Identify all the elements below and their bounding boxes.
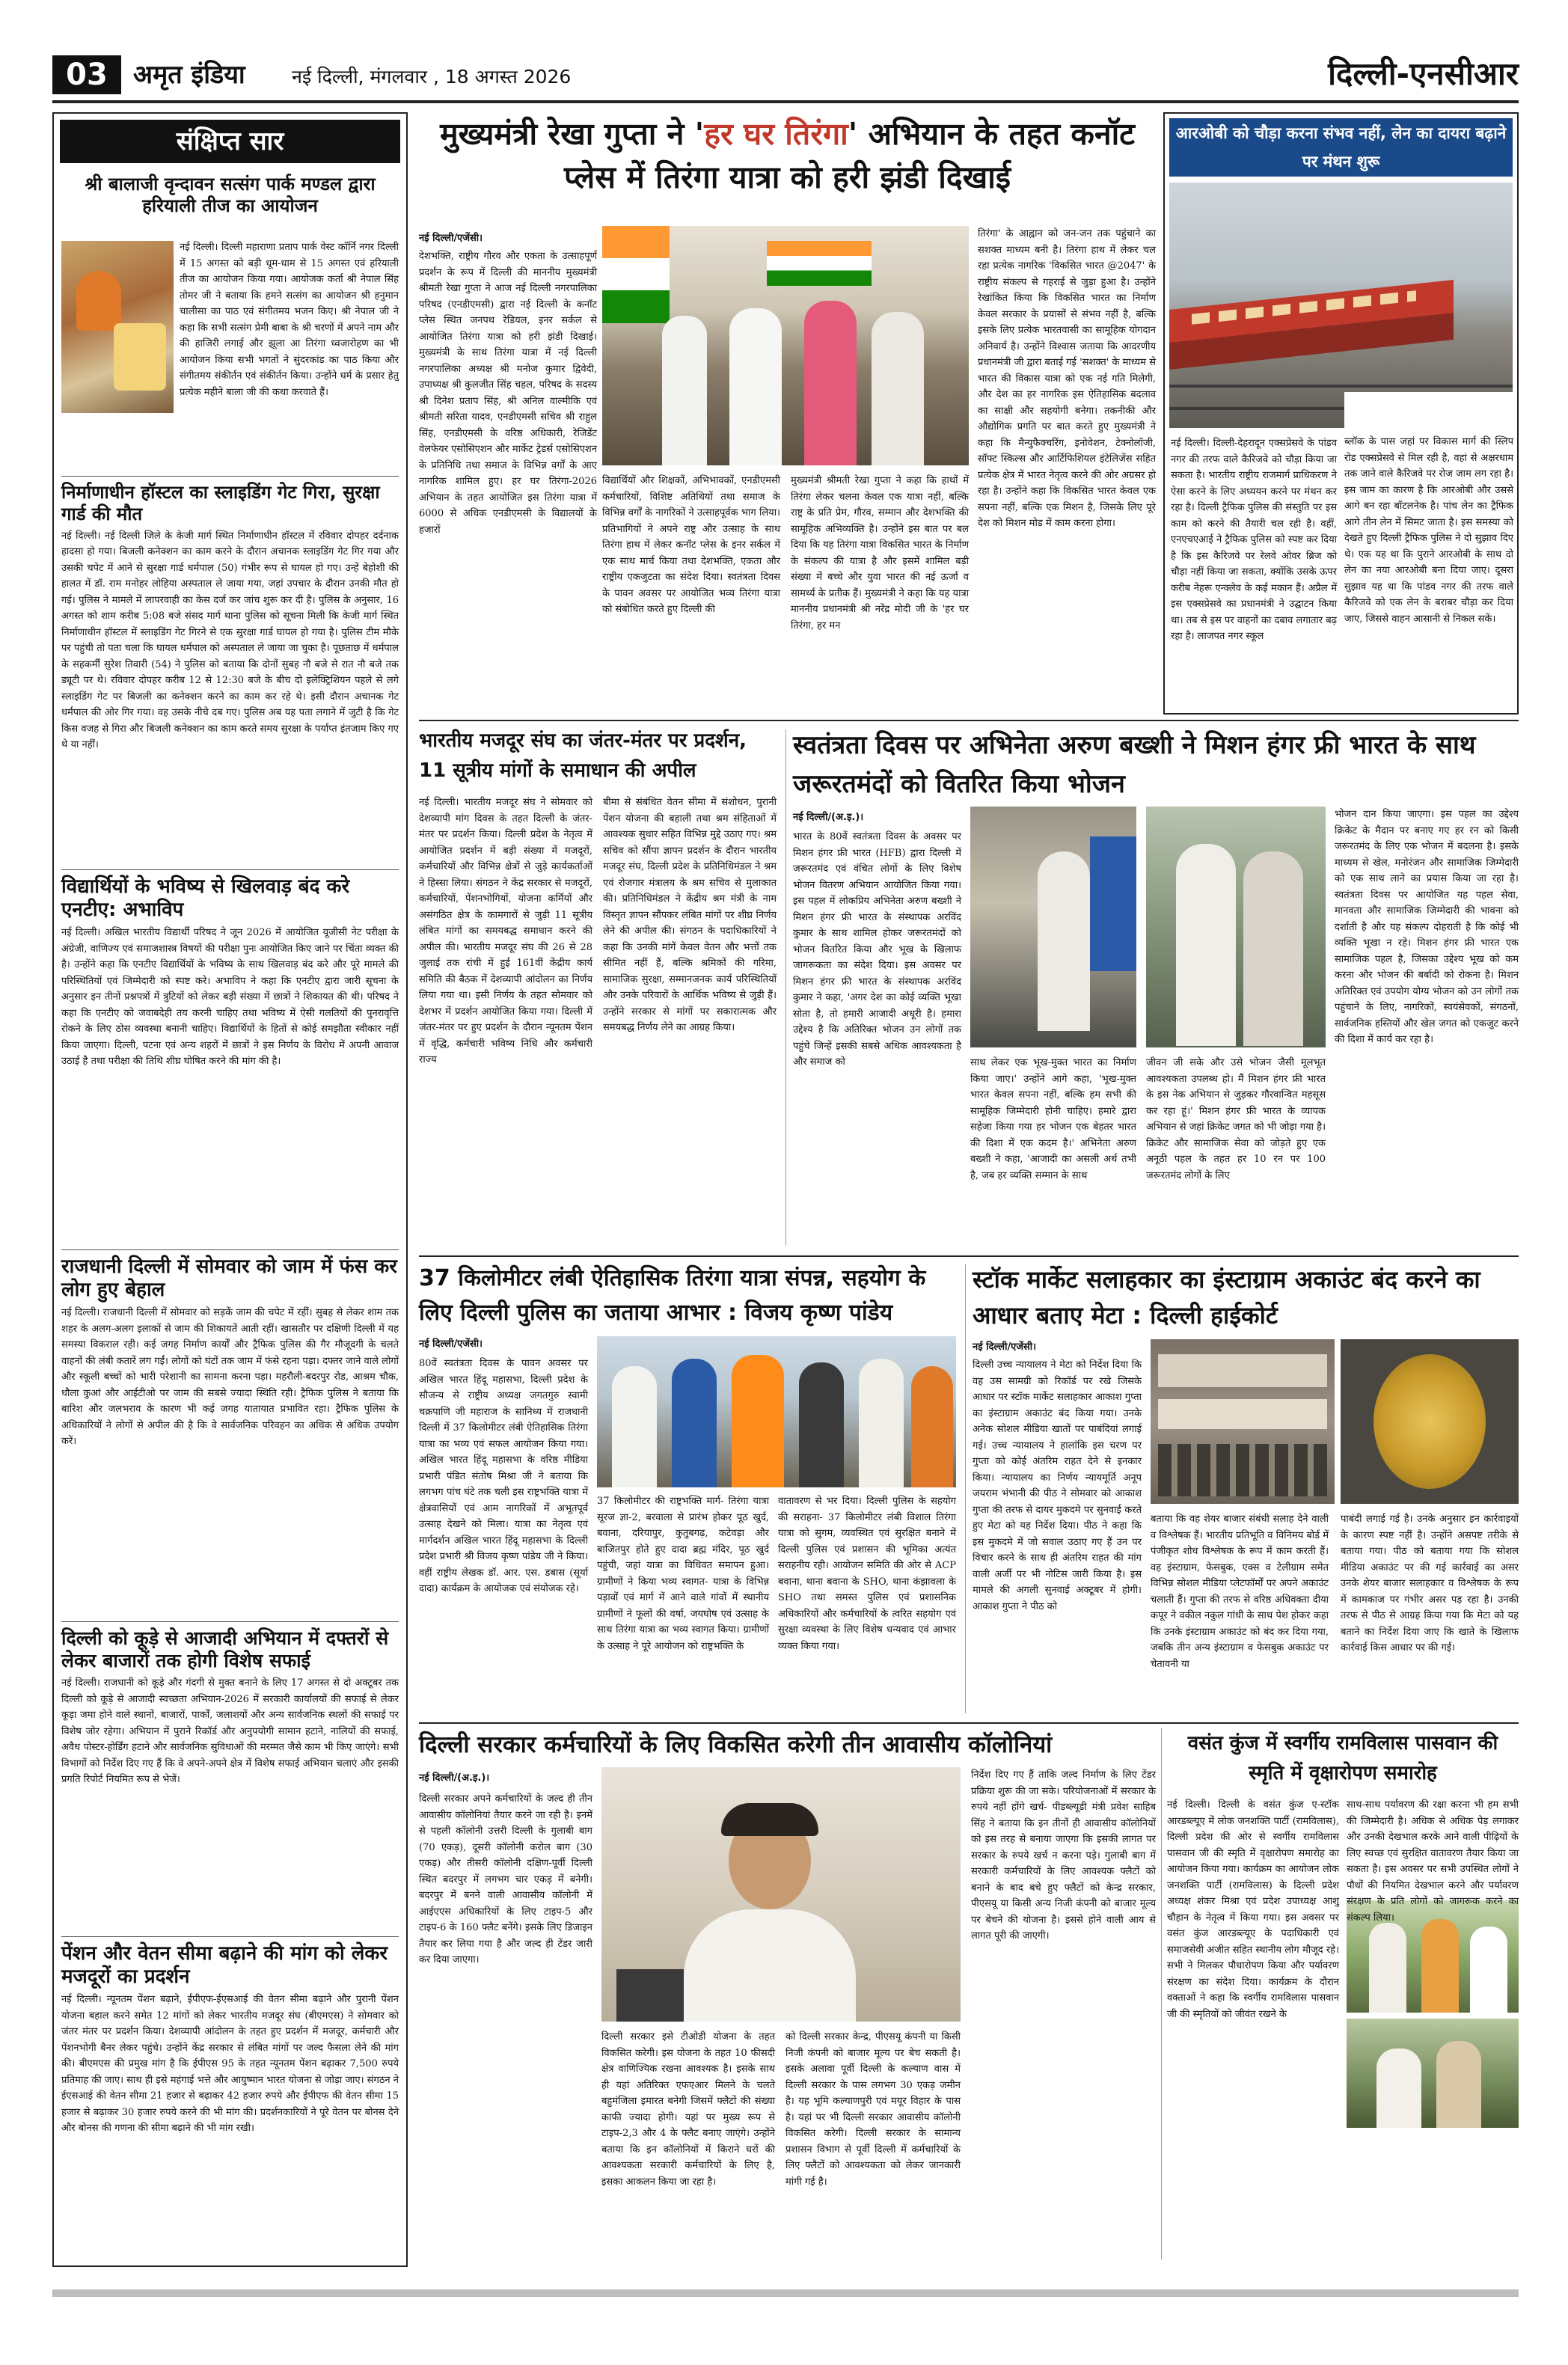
meta-dateline: नई दिल्ली/एजेंसी। <box>973 1341 1037 1353</box>
brief-text: नई दिल्ली। अखिल भारतीय विद्यार्थी परिषद ने जून 2026 में आयोजित यूजीसी नेट परीक्षा के अंग्रेजी, वाणिज्य एवं समाजशास्त्र विषयों की परीक्षा पुनः आयोजित किए जाने पर चिंता व्यक्त की है। उन्होंने कहा कि एनटीए विद्यार्थियों के भविष्य के साथ खिलवाड़ बंद करे और पूरे मामले की परिस्थितियों एवं जिम्मेदारी को स्पष्ट करे। अभाविप ने कहा कि एनटीए द्वारा जारी सूचना के अनुसार इन तीनों प्रश्नपत्रों में त्रुटियों को लेकर बड़ी संख्या में छात्रों ने शिकायत की थी। परिषद ने कहा कि एनटीए को जवाबदेही तय करनी चाहिए तथा भविष्य में ऐसी गलतियों की पुनरावृत्ति रोकने के लिए ठोस व्यवस्था बनानी चाहिए। विद्यार्थियों के हितों से कोई समझौता स्वीकार नहीं किया जाएगा। दिल्ली, पटना एवं अन्य शहरों में छात्रों ने इस निर्णय के विरोध में अपनी आवाज उठाई है तथा परीक्षा की तिथि शीघ्र घोषित करने की मांग की है। <box>61 927 399 1068</box>
bakshi-dateline: नई दिल्ली/(अ.इ.)। <box>793 812 864 823</box>
column-rule <box>1161 1728 1162 2260</box>
colonies-col: को दिल्ली सरकार केन्द्र, पीएसयू कंपनी या किसी निजी कंपनी को बाजार मूल्य पर बेच सकती है। इसके अलावा पूर्वी दिल्ली के कल्याण वास में दिल्ली सरकार के पास लगभग 30 एकड़ जमीन है। यह भूमि कल्याणपुरी एवं मयूर विहार के पास है। यहां पर भी दिल्ली सरकार आवासीय कॉलोनी विकसित करेगी। दिल्ली सरकार के सामान्य प्रशासन विभाग से पूर्वी दिल्ली में कर्मचारियों के लिए फ्लैटों को आवश्यकता को लेकर जानकारी मांगी गई है। <box>785 2031 961 2188</box>
brief-text: नई दिल्ली। नई दिल्ली जिले के केजी मार्ग स्थित निर्माणाधीन हॉस्टल में रविवार दोपहर दर्दनाक हादसा हो गया। बिजली कनेक्शन का काम करने के दौरान अचानक स्लाइडिंग गेट गिर गया और उसकी चपेट में आने से सुरक्षा गार्ड धर्मपाल (50) गंभीर रूप से घायल हो गए। उन्हें बेहोशी की हालत में डॉ. राम मनोहर लोहिया अस्पताल ले जाया गया, जहां उपचार के दौरान उनकी मौत हो गई। पुलिस ने मामले में लापरवाही का केस दर्ज कर जांच शुरू कर दी है। पुलिस के अनुसार, 16 अगस्त को शाम करीब 5:08 बजे संसद मार्ग थाना पुलिस को सूचना मिली कि केजी मार्ग स्थित निर्माणाधीन हॉस्टल में स्लाइडिंग गेट गिरने से एक सुरक्षा गार्ड घायल हो गया है। पुलिस टीम मौके पर पहुंची तो पता चला कि घायल धर्मपाल को अस्पताल ले जाया जा चुका है। पूछताछ में धर्मपाल के सहकर्मी सुरेश तिवारी (54) ने पुलिस को बताया कि दोनों सुबह नौ बजे से रात नौ बजे तक ड्यूटी पर थे। रविवार दोपहर करीब 12 से 12:30 बजे के बीच दो इलेक्ट्रिशियन पहले से लगे स्लाइडिंग गेट पर बिजली का कनेक्शन करने का काम कर रहे थे। इसी दौरान अचानक गेट धर्मपाल की ओर गिर गया। वह उसके नीचे दब गए। पुलिस अब यह पता लगाने में जुटी है कि गेट किस वजह से गिरा और बिजली कनेक्शन का काम करते समय सुरक्षा के पर्याप्त इंतजाम किए गए थे या नहीं। <box>61 530 399 751</box>
brief-item <box>61 1255 399 1604</box>
paper-name: अमृत इंडिया <box>133 60 245 90</box>
divider <box>419 720 1519 721</box>
bakshi-col: जीवन जी सके और उसे भोजन जैसी मूलभूत आवश्यकता उपलब्ध हो। मैं मिशन हंगर फ्री भारत के इस नेक अभियान से जुड़कर गौरवान्वित महसूस कर रहा हूं।' मिशन हंगर फ्री भारत के व्यापक अभियान से जहां क्रिकेट जगत को भी जोड़ा गया है। क्रिकेट और सामाजिक सेवा को जोड़ते हुए एक अनूठी पहल के तहत हर 10 रन पर 100 जरूरतमंद लोगों के लिए <box>1146 1057 1326 1181</box>
column-rule <box>965 1264 966 1713</box>
lead-dateline: नई दिल्ली/एजेंसी। <box>419 233 483 244</box>
yatra-col: 80वें स्वतंत्रता दिवस के पावन अवसर पर अखिल भारत हिंदू महासभा, दिल्ली प्रदेश के सौजन्य से राष्ट्रीय अध्यक्ष जगतगुरु स्वामी चक्रपाणि जी महाराज के सानिध्य में राजधानी दिल्ली में 37 किलोमीटर लंबी ऐतिहासिक तिरंगा यात्रा का भव्य एवं सफल आयोजन किया गया। अखिल भारत हिंदू महासभा के वरिष्ठ मीडिया प्रभारी पंडित संतोष मिश्रा जी ने बताया कि लगभग पांच घंटे तक चली इस राष्ट्रभक्ति यात्रा में क्षेत्रवासियों एवं आम नागरिकों में अभूतपूर्व उत्साह देखने को मिला। यात्रा का नेतृत्व एवं मार्गदर्शन अखिल भारत हिंदू महासभा के दिल्ली प्रदेश प्रभारी श्री विजय कृष्ण पांडेय जी ने किया। वहीं राष्ट्रीय लेखक डॉ. आर. एस. डबास (सूर्या दादा) कार्यक्रम के आयोजक एवं संयोजक रहे। <box>419 1358 588 1594</box>
train-photo <box>1169 183 1513 428</box>
brief-column <box>52 112 408 2267</box>
meta-story <box>973 1261 1519 1718</box>
yatra-photo <box>597 1336 956 1487</box>
brief-item <box>61 1627 399 1922</box>
brief-text: नई दिल्ली। राजधानी दिल्ली में सोमवार को सड़कें जाम की चपेट में रहीं। सुबह से लेकर शाम तक शहर के अलग-अलग इलाकों से जाम की शिकायतें आती रहीं। खासतौर पर दक्षिणी दिल्ली में यह समस्या विकराल रही। कई जगह निर्माण कार्यों और ट्रैफिक पुलिस की गैर मौजूदगी के चलते वाहनों की लंबी कतारें लग गईं। लोगों को घंटों तक जाम में फंसे रहना पड़ा। दफ्तर जाने वाले लोगों और स्कूली बच्चों को भारी परेशानी का सामना करना पड़ा। महरौली-बदरपुर रोड, आश्रम चौक, धौला कुआं और आईटीओ पर जाम की सबसे ज्यादा स्थिति रही। ट्रैफिक पुलिस ने बताया कि बारिश और जलभराव के कारण भी कई जगह यातायात प्रभावित रहा। ट्रैफिक पुलिस के अधिकारियों ने लोगों से अपील की है कि वे सार्वजनिक परिवहन का अधिक से अधिक उपयोग करें। <box>61 1307 399 1448</box>
colonies-col: निर्देश दिए गए हैं ताकि जल्द निर्माण के लिए टेंडर प्रक्रिया शुरू की जा सके। परियोजनाओं में सरकार के रुपये नहीं होंगे खर्च- पीडब्ल्यूडी मंत्री प्रवेश साहिब सिंह ने बताया कि इन तीनों ही आवासीय कॉलोनियों को इस तरह से बनाया जाएगा कि इसकी लागत पर सरकार के रुपये खर्च न करना पड़े। गुलाबी बाग में सरकारी कर्मचारियों के लिए आवश्यक फ्लैटों को बनाने के बाद बचे हुए फ्लैटों को केन्द्र सरकार, पीएसयू या किसी अन्य निजी कंपनी को बाजार मूल्य पर बेचने की योजना है। इससे होने वाली आय से लागत पूरी की जाएगी। <box>971 1769 1156 1942</box>
bms-story <box>419 726 778 1249</box>
masthead-rule <box>52 100 1519 103</box>
bakshi-photo-2 <box>1146 807 1326 1047</box>
rob-headline-box <box>1169 118 1513 177</box>
yatra-col: 37 किलोमीटर की राष्ट्रभक्ति मार्ग- तिरंगा यात्रा सूरज ज्ञा-2, बरवाला से प्रारंभ होकर पूठ खुर्द, बवाना, दरियापुर, कुतुबगढ़, कटेवड़ा और बाजितपुर होते हुए दादा ब्रह्म मंदिर, पूठ खुर्द पहुंची, जहां यात्रा का विधिवत समापन हुआ। ग्रामीणों ने किया भव्य स्वागत- यात्रा के विभिन्न पड़ावों एवं मार्ग में आने वाले गांवों में स्थानीय ग्रामीणों ने फूलों की वर्षा, जयघोष एवं उत्साह के साथ तिरंगा यात्रा का भव्य स्वागत किया। ग्रामीणों के उत्साह ने पूरे आयोजन को राष्ट्रभक्ति के <box>597 1496 769 1652</box>
bms-col: नई दिल्ली। भारतीय मजदूर संघ ने सोमवार को देशव्यापी मांग दिवस के तहत दिल्ली के जंतर-मंतर पर प्रदर्शन किया। दिल्ली प्रदेश के नेतृत्व में आयोजित प्रदर्शन में बड़ी संख्या में मजदूरों, कर्मचारियों और विभिन्न क्षेत्रों से जुड़े कार्यकर्ताओं ने हिस्सा लिया। संगठन ने केंद्र सरकार से मजदूरों, कर्मचारियों, पेंशनभोगियों, योजना कर्मियों और असंगठित क्षेत्र के कामगारों से जुड़ी 11 सूत्रीय लंबित मांगों का समयबद्ध समाधान करने की अपील की। भारतीय मजदूर संघ की 26 से 28 जुलाई तक रांची में हुई 161वीं केंद्रीय कार्य समिति की बैठक में देशव्यापी आंदोलन का निर्णय लिया गया था। इसी निर्णय के तहत सोमवार को देशभर में प्रदर्शन आयोजित किया गया। दिल्ली में जंतर-मंतर पर हुए प्रदर्शन के दौरान न्यूनतम पेंशन में वृद्धि, कर्मचारी भविष्य निधि और कर्मचारी राज्य <box>419 797 592 1065</box>
divider <box>419 1255 1519 1257</box>
lead-headline-highlight: हर घर तिरंगा <box>704 116 848 152</box>
yatra-story <box>419 1261 958 1718</box>
colonies-dateline: नई दिल्ली/(अ.इ.)। <box>419 1772 490 1784</box>
bakshi-col: भारत के 80वें स्वतंत्रता दिवस के अवसर पर मिशन हंगर फ्री भारत (HFB) द्वारा दिल्ली में जरूरतमंद एवं वंचित लोगों के लिए विशेष भोजन वितरण अभियान आयोजित किया गया। इस पहल में लोकप्रिय अभिनेता अरुण बख्शी ने मिशन हंगर फ्री भारत के संस्थापक अरविंद कुमार के साथ शामिल होकर जरूरतमंदों को भोजन वितरित किया और भूख के खिलाफ जागरूकता का संदेश दिया। इस अवसर पर मिशन हंगर फ्री भारत के संस्थापक अरविंद कुमार ने कहा, 'अगर देश का कोई व्यक्ति भूखा सोता है, तो हमारी आजादी अधूरी है। हमारा उद्देश्य है कि अतिरिक्त भोजन उन लोगों तक पहुंचे जिन्हें इसकी सबसे अधिक आवश्यकता है और समाज को <box>793 831 961 1068</box>
high-court-photo <box>1151 1339 1335 1504</box>
page-number: 03 <box>52 55 121 94</box>
vasant-headline: वसंत कुंज में स्वर्गीय रामविलास पासवान की स्मृति में वृक्षारोपण समारोह <box>1187 1732 1498 1784</box>
rob-headline: आरओबी को चौड़ा करना संभव नहीं, लेन का दायरा बढ़ाने पर मंथन शुरू <box>1175 124 1507 171</box>
colonies-headline: दिल्ली सरकार कर्मचारियों के लिए विकसित करेगी तीन आवासीय कॉलोनियां <box>419 1731 1053 1758</box>
column-rule <box>785 729 786 1246</box>
lead-col: मुख्यमंत्री श्रीमती रेखा गुप्ता ने कहा कि हाथों में तिरंगा लेकर चलना केवल एक यात्रा नहीं, बल्कि राष्ट्र के प्रति प्रेम, गौरव, सम्मान और देशभक्ति की सामूहिक अभिव्यक्ति है। उन्होंने इस बात पर बल दिया कि यह तिरंगा यात्रा विकसित भारत के निर्माण के संकल्प की यात्रा है और इसमें शामिल बड़ी संख्या में बच्चे और युवा भारत की नई ऊर्जा व सामर्थ्य के प्रतीक हैं। मुख्यमंत्री ने कहा कि यह यात्रा माननीय प्रधानमंत्री श्री नरेंद्र मोदी जी के 'हर घर तिरंगा, हर मन <box>791 475 969 631</box>
lead-col: देशभक्ति, राष्ट्रीय गौरव और एकता के उत्साहपूर्ण प्रदर्शन के रूप में दिल्ली की माननीय मुख्यमंत्री श्रीमती रेखा गुप्ता ने आज नई दिल्ली नगरपालिका परिषद (एनडीएमसी) द्वारा नई दिल्ली के कनॉट प्लेस स्थित जनपथ रेडियल, इनर सर्कल से आयोजित तिरंगा यात्रा को हरी झंडी दिखाई। मुख्यमंत्री के साथ तिरंगा यात्रा में नई दिल्ली नगरपालिका अध्यक्ष श्री मनोज कुमार द्विवेदी, उपाध्यक्ष श्री कुलजीत सिंह चहल, परिषद के सदस्य श्री दिनेश प्रताप सिंह, श्री अनिल वाल्मीकि एवं श्रीमती सरिता यादव, एनडीएमसी सचिव श्री राहुल सिंह, एनडीएमसी के वरिष्ठ अधिकारी, रेजिडेंट वेलफेयर एसोसिएशन और मार्केट ट्रेडर्स एसोसिएशन के प्रतिनिधि तथा समाज के विभिन्न वर्गों के आए नागरिक शामिल हुए। हर घर तिरंगा-2026 अभियान के तहत आयोजित इस तिरंगा यात्रा में 6000 से अधिक एनडीएमसी के विद्यालयों के हजारों <box>419 251 597 536</box>
rob-col: ब्लॉक के पास जहां पर विकास मार्ग की स्लिप रोड एक्सप्रेसवे से मिल रही है, वहां से अक्षरधाम तक जाने वाले कैरिजवे पर रोज जाम लग रहा है। इस जाम का कारण है कि आरओबी और उससे आगे बन रहा बॉटलनेक है। पांच लेन का ट्रैफिक आगे तीन लेन में सिमट जाता है। इस समस्या को देखते हुए दिल्ली ट्रैफिक पुलिस ने दो सुझाव दिए थे। एक यह था कि पुराने आरओबी के साथ दो लेन का नया आरओबी बना दिया जाए। दूसरा सुझाव यह था कि पांडव नगर की तरफ वाले कैरिजवे को एक लेन के बराबर चौड़ा कर दिया जाए, जिससे वाहन आसानी से निकल सकें। <box>1344 392 1513 711</box>
bakshi-col: साथ लेकर एक भूख-मुक्त भारत का निर्माण किया जाए।' उन्होंने आगे कहा, 'भूख-मुक्त भारत केवल सपना नहीं, बल्कि हम सभी की सामूहिक जिम्मेदारी होनी चाहिए। हमारे द्वारा सहेजा किया गया हर भोजन एक बेहतर भारत की दिशा में एक कदम है।' अभिनेता अरुण बख्शी ने कहा, 'आजादी का असली अर्थ तभी है, जब हर व्यक्ति सम्मान के साथ <box>970 1057 1136 1181</box>
rob-col: नई दिल्ली। दिल्ली-देहरादून एक्सप्रेसवे के पांडव नगर की तरफ वाले कैरिजवे को चौड़ा किया जा सकता है। भारतीय राष्ट्रीय राजमार्ग प्राधिकरण ने ऐसा करने के लिए अध्ययन करने पर मंथन कर रहा है। दिल्ली ट्रैफिक पुलिस की संस्तुति पर इस काम को करने की तैयारी चल रही है। वहीं, एनएचएआई ने ट्रैफिक पुलिस को स्पष्ट कर दिया है कि इस कैरिजवे पर रेलवे ओवर ब्रिज को चौड़ा नहीं किया जा सकता, क्योंकि उसके ऊपर करीब नेहरू एन्क्लेव के कई मकान हैं। अप्रैल में इस एक्सप्रेसवे का प्रधानमंत्री ने उद्घाटन किया था। तब से इस पर वाहनों का दबाव लगातार बढ़ रहा है। लाजपत नगर स्कूल <box>1171 438 1337 642</box>
brief-title: पेंशन और वेतन सीमा बढ़ाने की मांग को लेकर मजदूरों का प्रदर्शन <box>61 1942 388 1989</box>
brief-title: राजधानी दिल्ली में सोमवार को जाम में फंस कर लोग हुए बेहाल <box>61 1255 397 1302</box>
brief-item <box>61 875 399 1232</box>
brief-item <box>61 1942 399 2239</box>
brief-title: विद्यार्थियों के भविष्य से खिलवाड़ बंद करे एनटीए: अभाविप <box>61 875 350 922</box>
masthead <box>52 54 1519 96</box>
vasant-story <box>1167 1728 1519 2267</box>
lead-story <box>419 112 1156 715</box>
colonies-col: दिल्ली सरकार इसे टीओडी योजना के तहत विकसित करेगी। इस योजना के तहत 10 फीसदी क्षेत्र वाणिज्यिक रखना आवश्यक है। इसके साथ ही यहां अतिरिक्त एफएआर मिलने के चलते बहुमंजिला इमारत बनेगी जिसमें फ्लैटों की संख्या काफी ज्यादा होगी। यहां पर मुख्य रूप से टाइप-2,3 और 4 के फ्लैट बनाए जाएंगे। उन्होंने बताया कि इन कॉलोनियों में किराने घरों की आवश्यकता सरकारी कर्मचारियों के लिए है, इसका आकलन किया जा रहा है। <box>601 2031 775 2188</box>
yatra-col: वातावरण से भर दिया। दिल्ली पुलिस के सहयोग की सराहना- 37 किलोमीटर लंबी विशाल तिरंगा यात्रा को सुगम, व्यवस्थित एवं सुरक्षित बनाने में दिल्ली पुलिस एवं प्रशासन की भूमिका अत्यंत सराहनीय रही। आयोजन समिति की ओर से ACP बवाना, थाना बवाना के SHO, थाना कंझावला के SHO तथा समस्त पुलिस एवं प्रशासनिक अधिकारियों और कर्मचारियों के त्वरित सहयोग एवं सुरक्षा व्यवस्था के लिए विशेष धन्यवाद एवं आभार व्यक्त किया गया। <box>778 1496 956 1652</box>
brief-item <box>61 174 399 398</box>
bms-headline: भारतीय मजदूर संघ का जंतर-मंतर पर प्रदर्शन, 11 सूत्रीय मांगों के समाधान की अपील <box>419 729 747 782</box>
lead-col: विद्यार्थियों और शिक्षकों, अभिभावकों, एनडीएमसी कर्मचारियों, विशिष्ट अतिथियों तथा समाज के विभिन्न वर्गों के नागरिकों ने उत्साहपूर्वक भाग लिया। प्रतिभागियों ने अपने राष्ट्र और उत्साह के साथ तिरंगा हाथ में लेकर कनॉट प्लेस के इनर सर्कल में एक साथ मार्च किया तथा देशभक्ति, एकता और राष्ट्रीय एकजुटता का संदेश दिया। स्वतंत्रता दिवस के पावन अवसर पर आयोजित भव्य तिरंगा यात्रा को संबोधित करते हुए दिल्ली की <box>602 475 780 615</box>
minister-photo <box>601 1767 961 2022</box>
rob-story <box>1163 112 1519 715</box>
bms-col: बीमा से संबंधित वेतन सीमा में संशोधन, पुरानी पेंशन योजना की बहाली तथा श्रम संहिताओं में आवश्यक सुधार सहित विभिन्न मुद्दे उठाए गए। श्रम सचिव को सौंपा ज्ञापन प्रदर्शन के दौरान भारतीय मजदूर संघ, दिल्ली प्रदेश के प्रतिनिधिमंडल ने श्रम एवं रोजगार मंत्रालय के श्रम सचिव से मुलाकात की। प्रतिनिधिमंडल ने केंद्रीय श्रम मंत्री के नाम विस्तृत ज्ञापन सौंपकर लंबित मांगों पर शीघ्र निर्णय लेने की अपील की। संगठन के पदाधिकारियों ने कहा कि उनकी मांगें केवल वेतन और भत्तों तक सीमित नहीं हैं, बल्कि श्रमिकों की गरिमा, सामाजिक सुरक्षा, सम्मानजनक कार्य परिस्थितियों और उनके परिवारों के आर्थिक भविष्य से जुड़ी हैं। उन्होंने सरकार से मांगों पर सकारात्मक और समयबद्ध निर्णय लेने का आग्रह किया। <box>603 797 777 1033</box>
colonies-col: दिल्ली सरकार अपने कर्मचारियों के जल्द ही तीन आवासीय कॉलोनियां तैयार करने जा रही है। इनमें से पहली कॉलोनी उत्तरी दिल्ली के गुलाबी बाग (70 एकड़), दूसरी कॉलोनी करोल बाग (30 एकड़) और तीसरी कॉलोनी दक्षिण-पूर्वी दिल्ली स्थित बदरपुर में लगभग चार एकड़ में बनेगी। बदरपुर में बनने वाली आवासीय कॉलोनी में आईएएस अधिकारियों के लिए टाइप-5 और टाइप-6 के 160 फ्लैट बनेंगे। इसके लिए डिजाइन तैयार कर लिया गया है और जल्द ही टेंडर जारी कर दिया जाएगा। <box>419 1793 592 1965</box>
brief-header: संक्षिप्त सार <box>60 120 400 163</box>
lead-col: तिरंगा' के आह्वान को जन-जन तक पहुंचाने का सशक्त माध्यम बनी है। तिरंगा हाथ में लेकर चल रहा प्रत्येक नागरिक 'विकसित भारत @2047' के राष्ट्रीय संकल्प से गहराई से जुड़ा हुआ है। उन्होंने रेखांकित किया कि विकसित भारत का निर्माण केवल सरकार के प्रयासों से संभव नहीं है, बल्कि इसके लिए प्रत्येक भारतवासी का सामूहिक योगदान अनिवार्य है। उन्होंने विश्वास जताया कि आदरणीय प्रधानमंत्री जी द्वारा बताई गई 'सशक्त' के माध्यम से भारत की विकास यात्रा को एक नई गति मिलेगी, और देश का हर नागरिक इस ऐतिहासिक बदलाव का साक्षी और सहयोगी बनेगा। तकनीकी और औद्योगिक प्रगति पर बात करते हुए मुख्यमंत्री ने कहा कि मैन्युफैक्चरिंग, इनोवेशन, टेक्नोलॉजी, सॉफ्ट स्किल्स और आर्टिफिशियल इंटेलिजेंस सहित प्रत्येक क्षेत्र में भारत नेतृत्व करने की ओर अग्रसर हो रहा है। उन्होंने कहा कि विकसित भारत केवल एक सपना नहीं, बल्कि एक मिशन है, जिसके लिए पूरे देश को मिशन मोड में काम करना होगा। <box>978 228 1156 529</box>
emblem-photo <box>1341 1339 1519 1504</box>
brief-item <box>61 482 399 850</box>
bakshi-headline: स्वतंत्रता दिवस पर अभिनेता अरुण बख्शी ने मिशन हंगर फ्री भारत के साथ जरूरतमंदों को वितरित किया भोजन <box>793 730 1476 799</box>
meta-col: बताया कि वह शेयर बाजार संबंधी सलाह देने वाली व विश्लेषक हैं। भारतीय प्रतिभूति व विनिमय बोर्ड में पंजीकृत शोध विश्लेषक के रूप में काम करती हैं। वह इंस्टाग्राम, फेसबुक, एक्स व टेलीग्राम समेत विभिन्न सोशल मीडिया प्लेटफॉर्मों पर अपने अकाउंट चलाती हैं। गुप्ता की तरफ से वरिष्ठ अधिवक्ता दीया कपूर ने वकील नकुल गांधी के साथ पेश होकर कहा कि उनके इंस्टाग्राम अकाउंट को बंद कर दिया गया, जबकि तीन अन्य इंस्टाग्राम व फेसबुक अकाउंट पर चेतावनी या <box>1151 1514 1329 1670</box>
meta-col: पाबंदी लगाई गई है। उनके अनुसार इन कार्रवाइयों के कारण स्पष्ट नहीं है। उन्होंने असपष्ट तरीके से बताया गया। पीठ को बताया गया कि सोशल मीडिया अकाउंट पर की गई कार्रवाई का असर उनके शेयर बाजार सलाहकार व विश्लेषक के रूप में कामकाज पर गंभीर असर पड़ रहा है। उनकी तरफ से पीठ से आग्रह किया गया कि मेटा को यह बताने का निर्देश दिया जाए कि खाते के खिलाफ कार्रवाई किस आधार पर की गई। <box>1341 1514 1519 1653</box>
lead-photo <box>602 226 969 465</box>
bottom-rule <box>52 2289 1519 2297</box>
yatra-headline: 37 किलोमीटर लंबी ऐतिहासिक तिरंगा यात्रा संपन्न, सहयोग के लिए दिल्ली पुलिस का जताया आभार : विजय कृष्ण पांडेय <box>419 1265 926 1326</box>
yatra-dateline: नई दिल्ली/एजेंसी। <box>419 1338 483 1350</box>
bakshi-photo-1 <box>970 807 1136 1047</box>
vasant-col: नई दिल्ली। दिल्ली के वसंत कुंज ए-स्टॉक आरडब्ल्यूए में लोक जनशक्ति पार्टी (रामविलास), दिल्ली प्रदेश की ओर से स्वर्गीय रामविलास पासवान जी की स्मृति में वृक्षारोपण समारोह का आयोजन किया गया। कार्यक्रम का आयोजन लोक जनशक्ति पार्टी (रामविलास) के दिल्ली प्रदेश अध्यक्ष शंकर मिश्रा एवं प्रदेश उपाध्यक्ष आशु चौहान के नेतृत्व में किया गया। इस अवसर पर वसंत कुंज आरडब्ल्यूए के पदाधिकारी एवं समाजसेवी अजीत सहित स्थानीय लोग मौजूद रहे। सभी ने मिलकर पौधारोपण किया और पर्यावरण संरक्षण का संदेश दिया। कार्यक्रम के दौरान वक्ताओं ने कहा कि स्वर्गीय रामविलास पासवान जी की स्मृतियों को जीवंत रखने के <box>1167 1799 1339 2020</box>
brief-text: नई दिल्ली। न्यूनतम पेंशन बढ़ाने, ईपीएफ-ईएसआई की वेतन सीमा बढ़ाने और पुरानी पेंशन योजना बहाल करने समेत 12 मांगों को लेकर भारतीय मजदूर संघ (बीएमएस) ने सोमवार को जंतर मंतर पर प्रदर्शन किया। देशव्यापी आंदोलन के तहत हुए प्रदर्शन में मजदूर, कर्मचारी और पेंशनभोगी बैनर लेकर पहुंचे। उन्होंने केंद्र सरकार से लंबित मांगों पर जल्द फैसला लेने की मांग की। बीएमएस की प्रमुख मांग है कि ईपीएस 95 के तहत न्यूनतम पेंशन बढ़ाकर 7,500 रुपये प्रतिमाह की जाए। साथ ही इसे महंगाई भत्ते और आयुष्मान भारत योजना से जोड़ा जाए। संगठन ने ईएसआई की वेतन सीमा 21 हजार से बढ़ाकर 42 हजार रुपये और ईपीएफ की वेतन सीमा 15 हजार से बढ़ाकर 30 हजार रुपये करने की भी मांग की। प्रदर्शनकारियों ने पूरे वेतन पर बोनस देने और बोनस की गणना की सीमा बढ़ाने की भी मांग रखी। <box>61 1994 399 2135</box>
bakshi-story <box>793 726 1519 1249</box>
meta-col: दिल्ली उच्च न्यायालय ने मेटा को निर्देश दिया कि वह उस सामग्री को रिकॉर्ड पर रखे जिसके आधार पर स्टॉक मार्केट सलाहकार आकाश गुप्ता का इंस्टाग्राम अकाउंट बंद किया गया। उनके अनेक सोशल मीडिया खातों पर पाबंदियां लगाई गई। उच्च न्यायालय ने हालांकि इस चरण पर गुप्ता को कोई अंतरिम राहत देने से इनकार किया। न्यायालय का निर्णय न्यायमूर्ति अनूप जयराम भंभानी की पीठ ने सोमवार को आकाश गुप्ता की तरफ से दायर मुकदमे पर सुनवाई करते हुए मेटा को यह निर्देश दिया। पीठ ने कहा कि इस मुकदमे में जो सवाल उठाए गए हैं उन पर विचार करने के साथ ही अंतरिम राहत की मांग वाली अर्जी पर भी नोटिस जारी किया है। इस मामले की अगली सुनवाई अक्टूबर में होगी। आकाश गुप्ता ने पीठ को <box>973 1359 1142 1612</box>
section-name: दिल्ली-एनसीआर <box>1328 55 1519 92</box>
brief-title: निर्माणाधीन हॉस्टल का स्लाइडिंग गेट गिरा, सुरक्षा गार्ड की मौत <box>61 482 380 524</box>
vasant-col: साथ-साथ पर्यावरण की रक्षा करना भी हम सभी की जिम्मेदारी है। अधिक से अधिक पेड़ लगाकर और उनकी देखभाल करके आने वाली पीढ़ियों के लिए स्वच्छ एवं सुरक्षित वातावरण तैयार किया जा सकता है। इस अवसर पर सभी उपस्थित लोगों ने पौधों की नियमित देखभाल करने और पर्यावरण संरक्षण के प्रति लोगों को जागरूक करने का संकल्प लिया। <box>1347 1799 1519 1924</box>
meta-headline: स्टॉक मार्केट सलाहकार का इंस्टाग्राम अकाउंट बंद करने का आधार बताए मेटा : दिल्ली हाईकोर्ट <box>973 1265 1480 1330</box>
colonies-story <box>419 1728 1156 2267</box>
brief-title: श्री बालाजी वृन्दावन सत्संग पार्क मण्डल द्वारा हरियाली तीज का आयोजन <box>85 174 376 216</box>
brief-text: नई दिल्ली। दिल्ली महाराणा प्रताप पार्क वेस्ट कॉर्नि नगर दिल्ली में 15 अगस्त को बड़ी धूम-धाम से 15 अगस्त एवं हरियाली तीज का आयोजन किया गया। आयोजक कर्ता श्री नेपाल सिंह तोमर जी ने बताया कि हमने सत्संग का आयोजन श्री हनुमान चालीसा का पाठ एवं संगीतमय भजन किए। श्री नेपाल जी ने कहा कि सभी सत्संग प्रेमी बाबा के श्री चरणों में अपने नाम और की हाजिरी लगाई और झूला आ तिरंगा ध्वजारोहण का भी आयोजन किया सभी भगतों ने सुंदरकांड का पाठ किया और संगीतमय संकीर्तन एवं संकीर्तन किया। उन्होंने धर्म के प्रसार हेतु प्रत्येक महीने बाला जी की कथा करवाते हैं। <box>180 242 399 398</box>
lead-headline: मुख्यमंत्री रेखा गुप्ता ने 'हर घर तिरंगा' अभियान के तहत कनॉट प्लेस में तिरंगा यात्रा को हरी झंडी दिखाई <box>440 116 1135 195</box>
dateline: नई दिल्ली, मंगलवार , 18 अगस्त 2026 <box>292 66 572 88</box>
divider <box>419 1722 1519 1724</box>
plantation-photo-2 <box>1347 2019 1519 2128</box>
bakshi-col: भोजन दान किया जाएगा। इस पहल का उद्देश्य क्रिकेट के मैदान पर बनाए गए हर रन को किसी जरूरतमंद के लिए एक भोजन में बदलना है। इसके माध्यम से खेल, मनोरंजन और सामाजिक जिम्मेदारी को एक साथ लाने का प्रयास किया जा रहा है। स्वतंत्रता दिवस पर आयोजित यह पहल सेवा, मानवता और सामाजिक जिम्मेदारी की भावना को दर्शाती है और यह संकल्प दोहराती है कि कोई भी व्यक्ति भूखा न रहे। मिशन हंगर फ्री भारत एक सामाजिक पहल है, जिसका उद्देश्य भूख को कम करना और भोजन की बर्बादी को रोकना है। मिशन अतिरिक्त एवं उपयोग योग्य भोजन को उन लोगों तक पहुंचाने के लिए, नागरिकों, स्वयंसेवकों, संगठनों, सार्वजनिक हस्तियों और खेल जगत को एकजुट करने की दिशा में कार्य कर रहा है। <box>1335 809 1519 1045</box>
brief-text: नई दिल्ली। राजधानी को कूड़े और गंदगी से मुक्त बनाने के लिए 17 अगस्त से दो अक्टूबर तक दिल्ली को कूड़े से आजादी स्वच्छता अभियान-2026 में सरकारी कार्यालयों की सफाई से लेकर कूड़ा जमा होने वाले स्थानों, बाजारों, पार्कों, जलाशयों और अन्य सार्वजनिक स्थलों की सफाई पर विशेष जोर रहेगा। अभियान में पुराने रिकॉर्ड और अनुपयोगी सामान हटाने, नालियों की सफाई, अवैध पोस्टर-होर्डिंग हटाने और सार्वजनिक सुविधाओं की मरम्मत जैसे काम भी किए जाएंगे। सभी विभागों को निर्देश दिए गए हैं कि वे अपने-अपने क्षेत्र में विशेष सफाई अभियान चलाएं और इसकी प्रगति रिपोर्ट नियमित रूप से भेजें। <box>61 1677 399 1785</box>
brief-title: दिल्ली को कूड़े से आजादी अभियान में दफ्तरों से लेकर बाजारों तक होगी विशेष सफाई <box>61 1627 389 1671</box>
